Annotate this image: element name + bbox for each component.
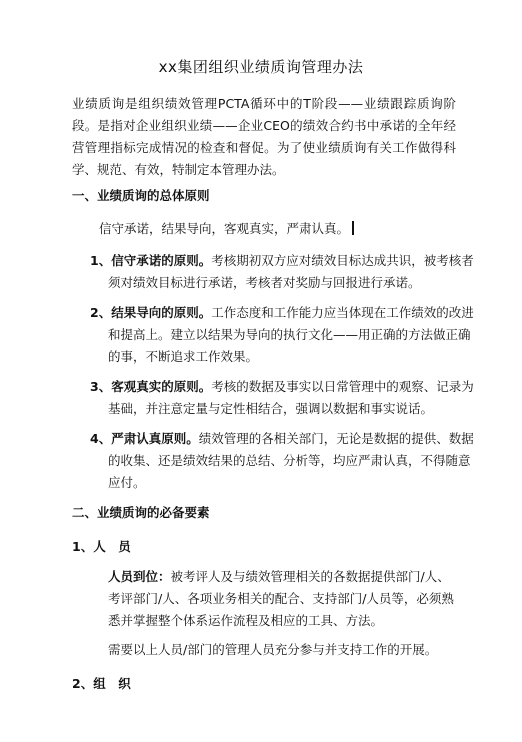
section-2-heading: 二、业绩质询的必备要素 <box>72 505 210 520</box>
intro-paragraph: 业绩质询是组织绩效管理PCTA循环中的T阶段——业绩跟踪质询阶段。是指对企业组织业绩——企业CEO的绩效合约书中承诺的全年经营管理指标完成情况的检查和督促。为了使业绩质询有关工作做得科学、规范、有效，特制定本管理办法。 <box>72 96 456 177</box>
principle-item-3 <box>90 376 480 420</box>
principles-summary <box>99 219 354 239</box>
personnel-requirement-text: 被考评人及与绩效管理相关的各数据提供部门/人、考评部门/人、各项业务相关的配合、支持部门/人员等，必须熟悉并掌握整个体系运作流程及相应的工具、方法。 <box>108 569 454 628</box>
principle-item-2-text: 工作态度和工作能力应当体现在工作绩效的改进和提高上。建立以结果为导向的执行文化——用正确的方法做正确的事，不断追求工作效果。 <box>108 305 474 364</box>
subsection-personnel-heading: 1、人 员 <box>72 539 131 554</box>
principle-item-1-text: 考核期初双方应对绩效目标达成共识，被考核者须对绩效目标进行承诺，考核者对奖励与回报进行承诺。 <box>108 253 474 290</box>
principles-summary-text: 信守承诺，结果导向，客观真实，严肃认真。 <box>99 221 350 236</box>
principle-item-2 <box>90 302 480 368</box>
principle-item-4-lead: 4、严肃认真原则。 <box>90 431 199 446</box>
personnel-requirement-lead: 人员到位： <box>108 569 171 584</box>
personnel-note: 需要以上人员/部门的管理人员充分参与并支持工作的开展。 <box>108 642 438 657</box>
text-cursor <box>352 221 354 235</box>
personnel-requirement <box>108 566 462 632</box>
principle-item-3-text: 考核的数据及事实以日常管理中的观察、记录为基础，并注意定量与定性相结合，强调以数据和事实说话。 <box>108 379 474 416</box>
principle-item-4 <box>90 428 480 494</box>
principle-item-4-text: 绩效管理的各相关部门，无论是数据的提供、数据的收集、还是绩效结果的总结、分析等，均应严肃认真，不得随意应付。 <box>108 431 474 490</box>
page-title: xx集团组织业绩质询管理办法 <box>158 58 364 76</box>
section-1-heading: 一、业绩质询的总体原则 <box>72 188 210 203</box>
subsection-organization-heading: 2、组 织 <box>72 676 131 691</box>
principle-item-3-lead: 3、客观真实的原则。 <box>90 379 212 394</box>
principle-item-1 <box>90 250 480 294</box>
principle-item-2-lead: 2、结果导向的原则。 <box>90 305 212 320</box>
principle-item-1-lead: 1、信守承诺的原则。 <box>90 253 212 268</box>
